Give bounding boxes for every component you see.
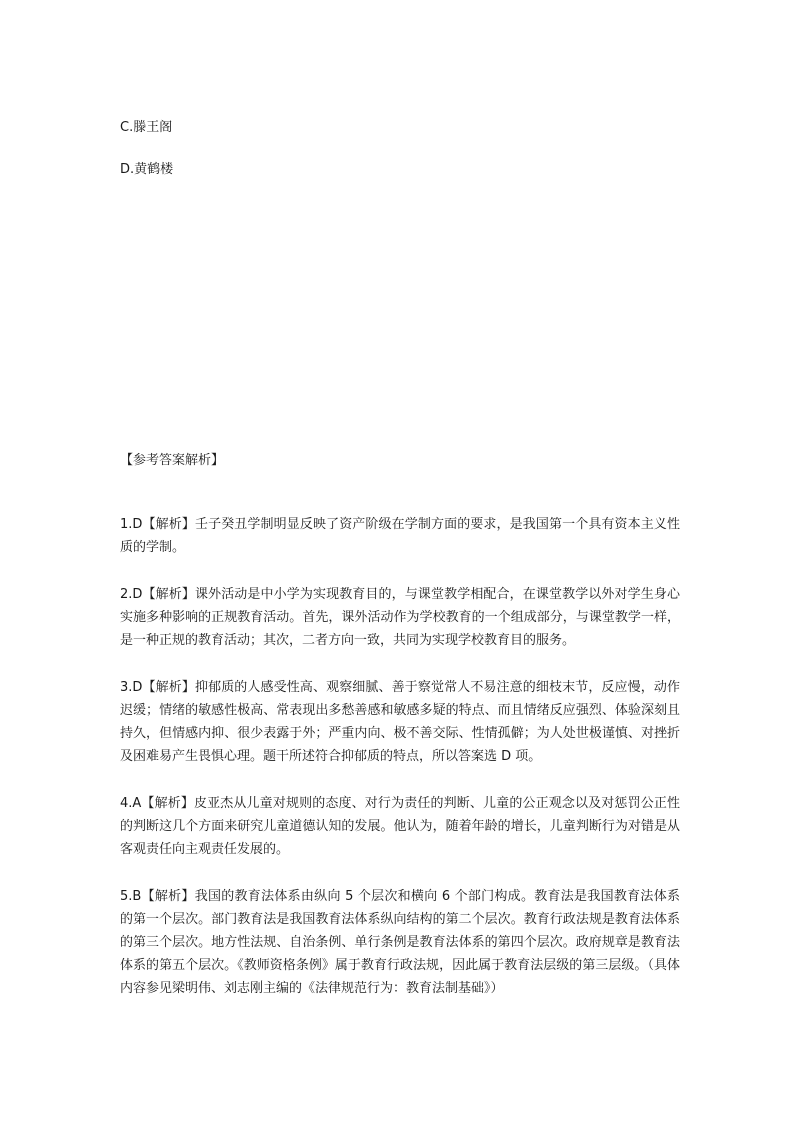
option-c: C.滕王阁 (120, 120, 173, 135)
answer-list (120, 513, 680, 1024)
answer-item-3: 3.D【解析】抑郁质的人感受性高、观察细腻、善于察觉常人不易注意的细枝末节，反应慢，动作迟缓；情绪的敏感性极高、常表现出多愁善感和敏感多疑的特点、而且情绪反应强烈、体验深刻且持久，但情感内抑、很少表露于外；严重内向、极不善交际、性情孤僻；为人处世极谨慎、对挫折及困难易产生畏惧心理。题干所述符合抑郁质的特点，所以答案选 D 项。 (120, 680, 680, 764)
answer-section-heading: 【参考答案解析】 (120, 453, 225, 468)
answer-item-4: 4.A【解析】皮亚杰从儿童对规则的态度、对行为责任的判断、儿童的公正观念以及对惩罚公正性的判断这几个方面来研究儿童道德认知的发展。他认为，随着年龄的增长，儿童判断行为对错是从客观责任向主观责任发展的。 (120, 796, 680, 857)
option-d: D.黄鹤楼 (120, 162, 174, 177)
answer-item-5: 5.B【解析】我国的教育法体系由纵向 5 个层次和横向 6 个部门构成。教育法是我国教育法体系的第一个层次。部门教育法是我国教育法体系纵向结构的第二个层次。教育行政法规是教育法体系的第三个层次。地方性法规、自治条例、单行条例是教育法体系的第四个层次。政府规章是教育法体系的第五个层次。《教师资格条例》属于教育行政法规，因此属于教育法层级的第三层级。（具体内容参见梁明伟、刘志刚主编的《法律规范行为：教育法制基础》） (120, 889, 680, 996)
answer-item-1: 1.D【解析】壬子癸丑学制明显反映了资产阶级在学制方面的要求，是我国第一个具有资本主义性质的学制。 (120, 517, 680, 555)
answer-item-2: 2.D【解析】课外活动是中小学为实现教育目的，与课堂教学相配合，在课堂教学以外对学生身心实施多种影响的正规教育活动。首先，课外活动作为学校教育的一个组成部分，与课堂教学一样，是一种正规的教育活动；其次，二者方向一致，共同为实现学校教育目的服务。 (120, 587, 680, 648)
